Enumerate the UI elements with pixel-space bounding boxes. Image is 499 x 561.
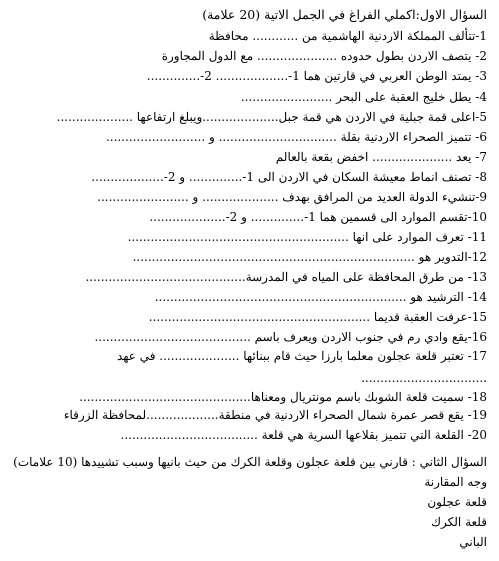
question-1-item-16: 16-يقع وادي رم في جنوب الاردن ويعرف باسم ......................................... [94, 330, 487, 344]
comparison-aspect-label: وجه المقارنة [424, 475, 487, 489]
question-2-title: السؤال الثاني : قارني بين قلعة عجلون وقلعة الكرك من حيث بانيها وسبب تشييدها (10 علامات) [13, 455, 487, 469]
question-1-item-18: 18- سميت قلعة الشوبك باسم مونتريال ومعناها............................................. [79, 390, 487, 404]
question-1-item-5: 5-اعلى قمة جبلية في الاردن هي قمة جبل....................ويبلغ ارتفاعها .................... [56, 110, 487, 124]
question-1-item-8: 8- تصنف انماط معيشة السكان في الاردن الى 1-.............. و 2-................... [91, 170, 487, 184]
question-1-item-17-continuation: ................................. [361, 371, 487, 385]
question-1-item-4: 4- يطل خليج العقبة على البحر ........................ [240, 90, 487, 104]
question-1-item-13: 13- من طرق المحافظة على المياه في المدرسة.......................................... [85, 270, 487, 284]
question-1-item-7: 7- يعد ..................... اخفض بقعة بالعالم [275, 150, 487, 164]
question-1-item-14: 14- الترشيد هو .................................................................. [154, 290, 487, 304]
ajloun-castle-label: قلعة عجلون [427, 495, 487, 509]
question-1-title: السؤال الاول:اكملي الفراغ في الجمل الاتية (20 علامة) [202, 7, 487, 22]
question-1-item-2: 2- يتصف الاردن بطول حدوده ..................... مع الدول المجاورة [161, 49, 487, 63]
question-1-item-3: 3- يمتد الوطن العربي في قارتين هما 1-................... 2-.............. [146, 69, 487, 83]
question-1-item-12: 12-التدوير هو .......................................................................... [132, 250, 487, 264]
question-1-item-10: 10-تقسم الموارد الى قسمين هما 1-.............. و 2-.................... [149, 210, 487, 224]
question-1-item-9: 9-تنشيء الدولة العديد من المرافق بهدف .................... و ........................ [97, 190, 487, 204]
question-1-item-17: 17- تعتبر قلعة عجلون معلما بارزا حيث قام ببنائها ..................... في عهد [116, 349, 487, 363]
question-1-item-20: 20- القلعة التي تتميز بقلاعها السرية هي قلعة .................................... [120, 428, 487, 442]
question-1-item-19: 19- يقع قصر عمرة شمال الصحراء الاردنية في منطقة...................لمحافظة الزرقاء [63, 408, 487, 422]
question-1-item-1: 1-تتألف المملكة الاردنية الهاشمية من ............ محافظة [208, 29, 487, 43]
question-1-item-6: 6- تتميز الصحراء الاردنية بقلة ............................... و .......................... [105, 130, 487, 144]
builder-label: الباني [459, 535, 487, 549]
karak-castle-label: قلعة الكرك [431, 515, 487, 529]
question-1-item-11: 11- تعرف الموارد على انها .......................................................... [127, 230, 487, 244]
question-1-item-15: 15-عرفت العقبة قديما .......................................................... [148, 310, 487, 324]
